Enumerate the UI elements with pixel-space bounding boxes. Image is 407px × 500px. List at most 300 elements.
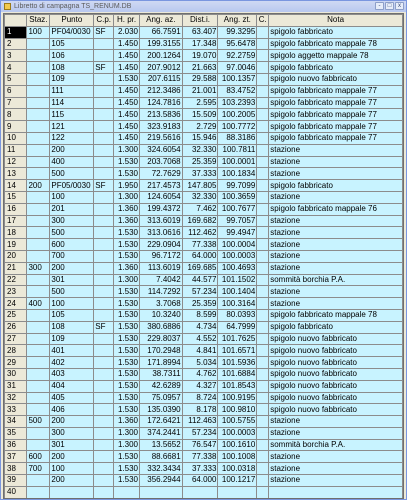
cell-hpr[interactable]: 1.450 xyxy=(114,97,140,109)
cell-staz[interactable] xyxy=(27,121,50,133)
cell-cp[interactable] xyxy=(94,286,114,298)
cell-az[interactable]: 200.1264 xyxy=(139,50,182,62)
cell-hpr[interactable]: 1.530 xyxy=(114,309,140,321)
cell-az[interactable]: 199.4372 xyxy=(139,203,182,215)
cell-staz[interactable] xyxy=(27,109,50,121)
table-row[interactable] xyxy=(5,250,403,262)
table-row[interactable] xyxy=(5,451,403,463)
cell-staz[interactable]: 500 xyxy=(27,416,50,428)
cell-nota[interactable]: stazione xyxy=(269,427,403,439)
cell-cp[interactable] xyxy=(94,144,114,156)
cell-dist[interactable]: 64.000 xyxy=(182,475,218,487)
cell-staz[interactable] xyxy=(27,274,50,286)
cell-nota[interactable]: spigolo nuovo fabbricato xyxy=(269,368,403,380)
cell-az[interactable]: 172.6421 xyxy=(139,416,182,428)
cell-dist[interactable]: 4.762 xyxy=(182,368,218,380)
cell-c[interactable] xyxy=(257,451,269,463)
cell-c[interactable] xyxy=(257,144,269,156)
cell-punto[interactable]: 106 xyxy=(50,50,94,62)
cell-punto[interactable]: 109 xyxy=(50,333,94,345)
cell-c[interactable] xyxy=(257,439,269,451)
cell-cp[interactable] xyxy=(94,439,114,451)
table-row[interactable] xyxy=(5,215,403,227)
table-row[interactable] xyxy=(5,85,403,97)
row-number[interactable]: 3 xyxy=(5,50,27,62)
cell-nota[interactable]: stazione xyxy=(269,227,403,239)
cell-staz[interactable]: 600 xyxy=(27,451,50,463)
cell-nota[interactable]: sommità borchia P.A. xyxy=(269,439,403,451)
cell-nota[interactable]: spigolo nuovo fabbricato xyxy=(269,73,403,85)
cell-az[interactable]: 170.2948 xyxy=(139,345,182,357)
table-row[interactable] xyxy=(5,274,403,286)
row-number[interactable]: 20 xyxy=(5,250,27,262)
cell-zt[interactable]: 99.4947 xyxy=(218,227,257,239)
row-number[interactable]: 35 xyxy=(5,427,27,439)
cell-hpr[interactable]: 1.300 xyxy=(114,274,140,286)
cell-staz[interactable] xyxy=(27,333,50,345)
table-row[interactable] xyxy=(5,416,403,428)
cell-cp[interactable]: SF xyxy=(94,62,114,74)
cell-hpr[interactable]: 2.030 xyxy=(114,26,140,38)
table-row[interactable] xyxy=(5,156,403,168)
row-number[interactable]: 31 xyxy=(5,380,27,392)
cell-c[interactable] xyxy=(257,298,269,310)
row-number[interactable]: 28 xyxy=(5,345,27,357)
cell-c[interactable] xyxy=(257,427,269,439)
cell-zt[interactable]: 100.0003 xyxy=(218,427,257,439)
cell-hpr[interactable]: 1.950 xyxy=(114,180,140,192)
cell-dist[interactable]: 4.841 xyxy=(182,345,218,357)
cell-zt[interactable]: 95.6478 xyxy=(218,38,257,50)
cell-hpr[interactable]: 1.450 xyxy=(114,85,140,97)
cell-zt[interactable]: 100.5755 xyxy=(218,416,257,428)
title-bar[interactable] xyxy=(1,1,406,12)
column-header-c[interactable]: C. xyxy=(258,15,267,25)
cell-staz[interactable]: 400 xyxy=(27,298,50,310)
cell-az[interactable]: 323.9183 xyxy=(139,121,182,133)
cell-zt[interactable]: 101.7625 xyxy=(218,333,257,345)
cell-hpr[interactable]: 1.530 xyxy=(114,156,140,168)
table-row[interactable] xyxy=(5,168,403,180)
cell-dist[interactable]: 29.588 xyxy=(182,73,218,85)
cell-zt[interactable]: 100.1610 xyxy=(218,439,257,451)
cell-nota[interactable]: sommità borchia P.A. xyxy=(269,274,403,286)
cell-c[interactable] xyxy=(257,109,269,121)
cell-cp[interactable] xyxy=(94,38,114,50)
cell-hpr[interactable]: 1.530 xyxy=(114,404,140,416)
column-header-nota[interactable]: Nota xyxy=(269,15,403,27)
column-header-hpr[interactable]: H. pr. xyxy=(114,15,140,27)
cell-az[interactable]: 313.0616 xyxy=(139,227,182,239)
row-number[interactable]: 37 xyxy=(5,451,27,463)
cell-cp[interactable] xyxy=(94,121,114,133)
cell-nota[interactable]: spigolo fabbricato mappale 77 xyxy=(269,121,403,133)
cell-hpr[interactable]: 1.530 xyxy=(114,286,140,298)
cell-hpr[interactable]: 1.530 xyxy=(114,368,140,380)
cell-cp[interactable] xyxy=(94,239,114,251)
row-number[interactable]: 34 xyxy=(5,416,27,428)
cell-dist[interactable]: 77.338 xyxy=(182,239,218,251)
cell-cp[interactable] xyxy=(94,97,114,109)
cell-c[interactable] xyxy=(257,380,269,392)
row-number[interactable]: 21 xyxy=(5,262,27,274)
cell-dist[interactable]: 8.178 xyxy=(182,404,218,416)
table-row[interactable] xyxy=(5,262,403,274)
cell-cp[interactable] xyxy=(94,416,114,428)
cell-c[interactable] xyxy=(257,227,269,239)
cell-c[interactable] xyxy=(257,85,269,97)
cell-az[interactable]: 203.7068 xyxy=(139,156,182,168)
row-number[interactable]: 1 xyxy=(5,26,27,38)
row-number[interactable]: 13 xyxy=(5,168,27,180)
cell-zt[interactable]: 101.6571 xyxy=(218,345,257,357)
cell-punto[interactable]: 600 xyxy=(50,239,94,251)
cell-nota[interactable]: spigolo fabbricato mappale 76 xyxy=(269,203,403,215)
cell-cp[interactable] xyxy=(94,109,114,121)
cell-nota[interactable]: stazione xyxy=(269,250,403,262)
cell-staz[interactable] xyxy=(27,215,50,227)
column-header-az[interactable]: Ang. az. xyxy=(139,15,182,27)
cell-zt[interactable] xyxy=(218,486,257,498)
cell-dist[interactable]: 112.463 xyxy=(182,416,218,428)
cell-staz[interactable] xyxy=(27,132,50,144)
cell-nota[interactable]: spigolo fabbricato mappale 78 xyxy=(269,38,403,50)
cell-staz[interactable]: 100 xyxy=(27,26,50,38)
cell-hpr[interactable]: 1.530 xyxy=(114,73,140,85)
cell-dist[interactable]: 7.462 xyxy=(182,203,218,215)
cell-staz[interactable] xyxy=(27,250,50,262)
cell-az[interactable]: 88.6681 xyxy=(139,451,182,463)
cell-punto[interactable]: 300 xyxy=(50,427,94,439)
close-button[interactable]: x xyxy=(395,2,404,10)
cell-c[interactable] xyxy=(257,416,269,428)
cell-dist[interactable]: 25.359 xyxy=(182,298,218,310)
cell-staz[interactable] xyxy=(27,404,50,416)
table-row[interactable] xyxy=(5,26,403,38)
cell-c[interactable] xyxy=(257,239,269,251)
cell-nota[interactable]: spigolo fabbricato xyxy=(269,62,403,74)
table-row[interactable] xyxy=(5,286,403,298)
cell-nota[interactable]: spigolo fabbricato xyxy=(269,321,403,333)
cell-hpr[interactable]: 1.530 xyxy=(114,333,140,345)
cell-staz[interactable] xyxy=(27,309,50,321)
table-row[interactable] xyxy=(5,97,403,109)
cell-cp[interactable] xyxy=(94,85,114,97)
cell-zt[interactable]: 99.7099 xyxy=(218,180,257,192)
cell-hpr[interactable] xyxy=(114,486,140,498)
cell-staz[interactable] xyxy=(27,50,50,62)
cell-c[interactable] xyxy=(257,38,269,50)
cell-punto[interactable]: 200 xyxy=(50,144,94,156)
cell-cp[interactable] xyxy=(94,333,114,345)
cell-dist[interactable]: 37.333 xyxy=(182,463,218,475)
cell-c[interactable] xyxy=(257,62,269,74)
cell-zt[interactable]: 99.7057 xyxy=(218,215,257,227)
cell-zt[interactable]: 99.3295 xyxy=(218,26,257,38)
table-row[interactable] xyxy=(5,404,403,416)
cell-nota[interactable]: spigolo fabbricato xyxy=(269,26,403,38)
table-row[interactable] xyxy=(5,309,403,321)
cell-c[interactable] xyxy=(257,486,269,498)
row-number[interactable]: 5 xyxy=(5,73,27,85)
column-header-cp[interactable]: C.p. xyxy=(94,15,114,27)
cell-hpr[interactable]: 1.530 xyxy=(114,345,140,357)
cell-staz[interactable] xyxy=(27,439,50,451)
cell-dist[interactable]: 8.724 xyxy=(182,392,218,404)
table-row[interactable] xyxy=(5,62,403,74)
cell-zt[interactable]: 100.0003 xyxy=(218,250,257,262)
cell-hpr[interactable]: 1.530 xyxy=(114,250,140,262)
cell-dist[interactable]: 32.330 xyxy=(182,144,218,156)
cell-nota[interactable]: spigolo nuovo fabbricato xyxy=(269,357,403,369)
cell-nota[interactable]: spigolo nuovo fabbricato xyxy=(269,380,403,392)
table-row[interactable] xyxy=(5,333,403,345)
cell-staz[interactable] xyxy=(27,85,50,97)
cell-punto[interactable]: 200 xyxy=(50,451,94,463)
cell-c[interactable] xyxy=(257,26,269,38)
cell-cp[interactable] xyxy=(94,132,114,144)
cell-punto[interactable]: 200 xyxy=(50,262,94,274)
table-row[interactable] xyxy=(5,475,403,487)
cell-dist[interactable]: 15.946 xyxy=(182,132,218,144)
cell-c[interactable] xyxy=(257,97,269,109)
cell-nota[interactable]: spigolo fabbricato xyxy=(269,180,403,192)
cell-c[interactable] xyxy=(257,215,269,227)
cell-az[interactable]: 313.6019 xyxy=(139,215,182,227)
cell-punto[interactable] xyxy=(50,486,94,498)
cell-cp[interactable] xyxy=(94,156,114,168)
cell-az[interactable]: 213.5836 xyxy=(139,109,182,121)
cell-zt[interactable]: 100.1357 xyxy=(218,73,257,85)
cell-staz[interactable] xyxy=(27,156,50,168)
cell-punto[interactable]: 108 xyxy=(50,321,94,333)
cell-punto[interactable]: 402 xyxy=(50,357,94,369)
cell-punto[interactable]: 405 xyxy=(50,392,94,404)
cell-c[interactable] xyxy=(257,463,269,475)
cell-dist[interactable]: 32.330 xyxy=(182,191,218,203)
cell-hpr[interactable]: 1.530 xyxy=(114,168,140,180)
cell-c[interactable] xyxy=(257,404,269,416)
cell-hpr[interactable]: 1.530 xyxy=(114,298,140,310)
table-row[interactable] xyxy=(5,298,403,310)
cell-punto[interactable]: 100 xyxy=(50,298,94,310)
cell-az[interactable]: 135.0390 xyxy=(139,404,182,416)
cell-punto[interactable]: 700 xyxy=(50,250,94,262)
cell-dist[interactable]: 63.407 xyxy=(182,26,218,38)
cell-dist[interactable]: 112.462 xyxy=(182,227,218,239)
cell-c[interactable] xyxy=(257,345,269,357)
cell-dist[interactable]: 147.805 xyxy=(182,180,218,192)
row-number[interactable]: 40 xyxy=(5,486,27,498)
table-row[interactable] xyxy=(5,392,403,404)
cell-nota[interactable]: spigolo fabbricato mappale 78 xyxy=(269,309,403,321)
cell-az[interactable]: 13.5652 xyxy=(139,439,182,451)
cell-c[interactable] xyxy=(257,50,269,62)
table-row[interactable] xyxy=(5,321,403,333)
cell-hpr[interactable]: 1.300 xyxy=(114,191,140,203)
cell-hpr[interactable]: 1.300 xyxy=(114,427,140,439)
cell-az[interactable] xyxy=(139,486,182,498)
cell-zt[interactable]: 97.0046 xyxy=(218,62,257,74)
cell-punto[interactable]: 404 xyxy=(50,380,94,392)
cell-zt[interactable]: 100.1834 xyxy=(218,168,257,180)
table-row[interactable] xyxy=(5,439,403,451)
cell-dist[interactable] xyxy=(182,486,218,498)
cell-zt[interactable]: 100.1008 xyxy=(218,451,257,463)
cell-az[interactable]: 42.6289 xyxy=(139,380,182,392)
cell-cp[interactable] xyxy=(94,215,114,227)
row-number[interactable]: 17 xyxy=(5,215,27,227)
table-row[interactable] xyxy=(5,73,403,85)
row-number[interactable]: 9 xyxy=(5,121,27,133)
cell-nota[interactable]: spigolo nuovo fabbricato xyxy=(269,404,403,416)
table-row[interactable] xyxy=(5,191,403,203)
cell-nota[interactable]: stazione xyxy=(269,239,403,251)
cell-cp[interactable] xyxy=(94,298,114,310)
table-row[interactable] xyxy=(5,203,403,215)
maximize-button[interactable]: □ xyxy=(385,2,394,10)
row-number[interactable]: 24 xyxy=(5,298,27,310)
cell-az[interactable]: 96.7172 xyxy=(139,250,182,262)
cell-staz[interactable] xyxy=(27,239,50,251)
cell-hpr[interactable]: 1.530 xyxy=(114,357,140,369)
cell-hpr[interactable]: 1.360 xyxy=(114,203,140,215)
cell-zt[interactable]: 100.7677 xyxy=(218,203,257,215)
row-number[interactable]: 14 xyxy=(5,180,27,192)
cell-hpr[interactable]: 1.530 xyxy=(114,239,140,251)
cell-staz[interactable] xyxy=(27,380,50,392)
cell-cp[interactable] xyxy=(94,463,114,475)
cell-staz[interactable]: 200 xyxy=(27,180,50,192)
cell-zt[interactable]: 100.0001 xyxy=(218,156,257,168)
cell-az[interactable]: 124.7816 xyxy=(139,97,182,109)
cell-nota[interactable]: spigolo fabbricato mappale 77 xyxy=(269,97,403,109)
cell-zt[interactable]: 100.1404 xyxy=(218,286,257,298)
cell-punto[interactable]: 109 xyxy=(50,73,94,85)
cell-cp[interactable] xyxy=(94,451,114,463)
cell-az[interactable]: 75.0957 xyxy=(139,392,182,404)
cell-dist[interactable]: 4.552 xyxy=(182,333,218,345)
cell-punto[interactable]: 200 xyxy=(50,475,94,487)
row-number[interactable]: 26 xyxy=(5,321,27,333)
cell-dist[interactable]: 57.234 xyxy=(182,427,218,439)
cell-zt[interactable]: 92.2759 xyxy=(218,50,257,62)
table-row[interactable] xyxy=(5,357,403,369)
cell-c[interactable] xyxy=(257,180,269,192)
table-row[interactable] xyxy=(5,132,403,144)
minimize-button[interactable]: - xyxy=(375,2,384,10)
cell-zt[interactable]: 100.9195 xyxy=(218,392,257,404)
cell-punto[interactable]: 105 xyxy=(50,309,94,321)
cell-dist[interactable]: 8.599 xyxy=(182,309,218,321)
cell-hpr[interactable]: 1.530 xyxy=(114,321,140,333)
cell-punto[interactable]: 200 xyxy=(50,416,94,428)
cell-c[interactable] xyxy=(257,274,269,286)
row-number[interactable]: 39 xyxy=(5,475,27,487)
cell-punto[interactable]: 500 xyxy=(50,286,94,298)
cell-az[interactable]: 217.4573 xyxy=(139,180,182,192)
cell-c[interactable] xyxy=(257,286,269,298)
cell-staz[interactable] xyxy=(27,357,50,369)
cell-hpr[interactable]: 1.450 xyxy=(114,121,140,133)
cell-az[interactable]: 332.3434 xyxy=(139,463,182,475)
cell-az[interactable]: 356.2944 xyxy=(139,475,182,487)
row-number[interactable]: 16 xyxy=(5,203,27,215)
cell-punto[interactable]: 406 xyxy=(50,404,94,416)
cell-hpr[interactable]: 1.450 xyxy=(114,62,140,74)
cell-staz[interactable] xyxy=(27,73,50,85)
column-header-dist[interactable]: Dist.i. xyxy=(182,15,218,27)
cell-punto[interactable]: 401 xyxy=(50,345,94,357)
cell-punto[interactable]: 500 xyxy=(50,168,94,180)
cell-nota[interactable]: stazione xyxy=(269,475,403,487)
cell-cp[interactable] xyxy=(94,203,114,215)
cell-az[interactable]: 66.7591 xyxy=(139,26,182,38)
row-number[interactable]: 8 xyxy=(5,109,27,121)
cell-cp[interactable] xyxy=(94,191,114,203)
cell-punto[interactable]: 100 xyxy=(50,463,94,475)
cell-c[interactable] xyxy=(257,250,269,262)
row-number[interactable]: 22 xyxy=(5,274,27,286)
cell-nota[interactable]: stazione xyxy=(269,416,403,428)
cell-dist[interactable]: 77.338 xyxy=(182,451,218,463)
cell-nota[interactable]: stazione xyxy=(269,215,403,227)
cell-hpr[interactable]: 1.360 xyxy=(114,416,140,428)
cell-zt[interactable]: 101.5936 xyxy=(218,357,257,369)
cell-zt[interactable]: 83.4752 xyxy=(218,85,257,97)
cell-zt[interactable]: 88.3186 xyxy=(218,132,257,144)
cell-c[interactable] xyxy=(257,262,269,274)
table-row[interactable] xyxy=(5,463,403,475)
cell-cp[interactable]: SF xyxy=(94,180,114,192)
cell-c[interactable] xyxy=(257,121,269,133)
cell-nota[interactable]: stazione xyxy=(269,168,403,180)
cell-dist[interactable]: 2.729 xyxy=(182,121,218,133)
cell-c[interactable] xyxy=(257,156,269,168)
column-header-staz[interactable]: Staz. xyxy=(27,15,50,27)
cell-hpr[interactable]: 1.360 xyxy=(114,215,140,227)
cell-staz[interactable]: 300 xyxy=(27,262,50,274)
cell-zt[interactable]: 100.0004 xyxy=(218,239,257,251)
cell-nota[interactable]: spigolo nuovo fabbricato xyxy=(269,345,403,357)
cell-punto[interactable]: 105 xyxy=(50,38,94,50)
cell-hpr[interactable]: 1.530 xyxy=(114,392,140,404)
cell-az[interactable]: 199.3155 xyxy=(139,38,182,50)
cell-nota[interactable]: stazione xyxy=(269,463,403,475)
cell-c[interactable] xyxy=(257,132,269,144)
cell-nota[interactable] xyxy=(269,486,403,498)
cell-hpr[interactable]: 1.530 xyxy=(114,451,140,463)
cell-punto[interactable]: 403 xyxy=(50,368,94,380)
cell-dist[interactable]: 25.359 xyxy=(182,156,218,168)
cell-az[interactable]: 219.5616 xyxy=(139,132,182,144)
cell-c[interactable] xyxy=(257,191,269,203)
cell-c[interactable] xyxy=(257,357,269,369)
cell-staz[interactable] xyxy=(27,62,50,74)
cell-punto[interactable]: PF04/0030 xyxy=(50,26,94,38)
cell-zt[interactable]: 101.6884 xyxy=(218,368,257,380)
cell-az[interactable]: 171.8994 xyxy=(139,357,182,369)
cell-c[interactable] xyxy=(257,368,269,380)
cell-cp[interactable] xyxy=(94,227,114,239)
row-number[interactable]: 23 xyxy=(5,286,27,298)
cell-cp[interactable] xyxy=(94,250,114,262)
cell-staz[interactable] xyxy=(27,203,50,215)
table-row[interactable] xyxy=(5,121,403,133)
row-number[interactable]: 19 xyxy=(5,239,27,251)
cell-staz[interactable] xyxy=(27,368,50,380)
cell-nota[interactable]: spigolo fabbricato mappale 77 xyxy=(269,109,403,121)
